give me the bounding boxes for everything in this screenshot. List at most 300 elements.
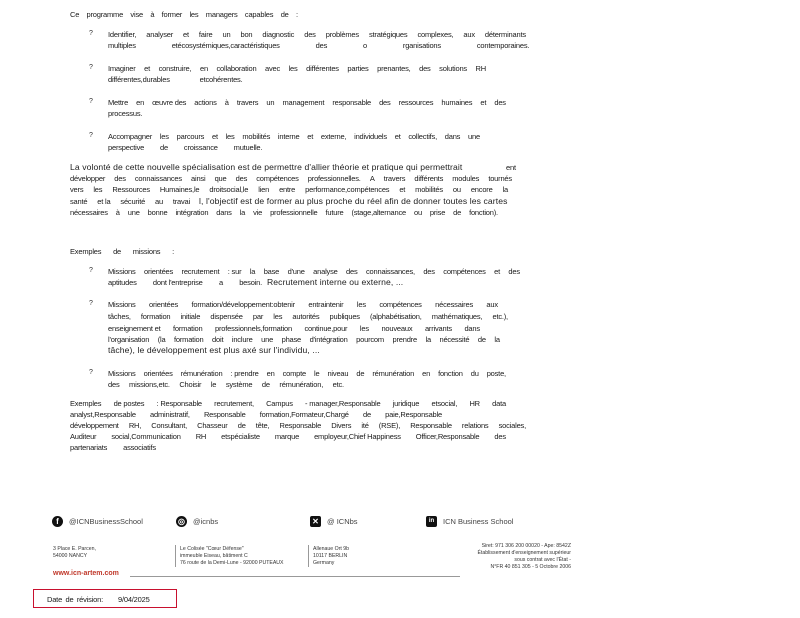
word: développer <box>70 174 106 183</box>
word: nécessité <box>439 335 470 344</box>
word: contemporaines. <box>476 41 530 50</box>
address-nancy: 3 Place E. Parcen, 54000 NANCY <box>53 546 96 559</box>
word: différentes <box>306 64 339 73</box>
word: solutions <box>439 64 467 73</box>
word: tâches, <box>108 312 131 321</box>
word: etspécialiste <box>221 432 260 441</box>
word: formation <box>140 312 171 321</box>
word: les <box>189 10 199 19</box>
instagram-icon: ◎ <box>176 516 187 527</box>
word: bonne <box>147 208 168 217</box>
word: missions <box>132 247 161 256</box>
word: compte <box>282 369 307 378</box>
word: orientées <box>144 267 174 276</box>
word: et la <box>97 197 111 206</box>
word: modules <box>452 174 480 183</box>
word: Responsable <box>410 421 452 430</box>
mission-2-line3 <box>108 324 480 333</box>
word: orientées <box>149 300 179 309</box>
word: recrutement, <box>214 399 254 408</box>
word: : prendre <box>230 369 259 378</box>
word: de <box>261 380 270 389</box>
word: des <box>304 30 316 39</box>
word: de <box>113 247 122 256</box>
word: recrutement <box>181 267 220 276</box>
word: associatifs <box>123 443 156 452</box>
mission-2-line4 <box>108 335 500 344</box>
word: et <box>480 98 487 107</box>
word: pourcom <box>356 335 384 344</box>
word: autorités <box>292 312 320 321</box>
word: dispensée <box>210 312 243 321</box>
word: future <box>325 208 344 217</box>
word: compétences <box>443 267 486 276</box>
word: connaissances <box>134 174 182 183</box>
word: des <box>494 98 506 107</box>
postes-line3 <box>70 421 526 430</box>
word: Date <box>47 595 63 604</box>
postes-line1 <box>70 399 506 408</box>
word: tête, <box>255 421 270 430</box>
word: aptitudes <box>108 278 137 287</box>
mission-2-line5: tâche), le développement est plus axé sur l'individu, ... <box>108 345 320 355</box>
word: stratégiques <box>368 30 408 39</box>
word: sécurité <box>120 197 146 206</box>
word: des <box>346 267 358 276</box>
bullet: ? <box>89 64 93 71</box>
mission-1-line2-start <box>108 278 262 287</box>
word: entraintenir <box>308 300 344 309</box>
objective-3-line1 <box>108 98 506 107</box>
word: perspective <box>108 143 145 152</box>
word: dans <box>444 132 461 141</box>
objective-3-line2 <box>108 109 142 118</box>
word: Missions <box>108 369 136 378</box>
word: un <box>222 30 231 39</box>
word: les <box>288 64 298 73</box>
facebook-link[interactable] <box>52 516 143 527</box>
bullet: ? <box>89 369 93 376</box>
word: de postes <box>113 399 145 408</box>
word: différentes,durables <box>108 75 170 84</box>
word: : sur <box>227 267 242 276</box>
word: ou <box>413 208 422 217</box>
bullet: ? <box>89 300 93 307</box>
word: du <box>470 369 479 378</box>
word: (la <box>157 335 166 344</box>
word: et <box>399 185 406 194</box>
word: inclure <box>231 335 253 344</box>
word: un <box>266 98 275 107</box>
word: : <box>295 10 298 19</box>
address-paris: Le Colisée "Cœur Défense" immeuble Eiseau, bâtiment C 76 route de la Demi-Lune - 92000 PUTEAUX <box>180 546 284 566</box>
word: aux <box>463 30 475 39</box>
word: des <box>108 380 120 389</box>
word: parties <box>347 64 369 73</box>
spec-line2 <box>70 174 512 183</box>
word: santé <box>70 197 88 206</box>
word: le <box>314 369 320 378</box>
mission-2-line1 <box>108 300 498 309</box>
word: analyse <box>313 267 338 276</box>
missions-heading <box>70 247 174 256</box>
word: poste, <box>486 369 506 378</box>
word: formation/développement:obtenir <box>191 300 295 309</box>
word: travai <box>172 197 190 206</box>
word: niveau <box>327 369 349 378</box>
word: Missions <box>108 267 136 276</box>
word: RH <box>195 432 207 441</box>
word: HR <box>469 399 480 408</box>
word: processus. <box>108 109 143 118</box>
word: une <box>127 208 140 217</box>
word: data <box>492 399 506 408</box>
spec-line3 <box>70 185 508 194</box>
word: nécessaires <box>70 208 108 217</box>
word: (alphabétisation, <box>369 312 422 321</box>
word: Campus <box>266 399 293 408</box>
word: Divers <box>331 421 352 430</box>
word: la <box>425 335 431 344</box>
instagram-link[interactable] <box>176 516 218 527</box>
word: la <box>494 335 500 344</box>
word: dans <box>216 208 232 217</box>
word: au <box>154 197 163 206</box>
bullet: ? <box>89 267 93 274</box>
word: relations <box>461 421 489 430</box>
word: et <box>211 132 218 141</box>
objective-2-line1 <box>108 64 486 73</box>
word: parcours <box>176 132 205 141</box>
word: Imaginer <box>108 64 136 73</box>
address-berlin: Allenaue Ort 9b 10117 BERLIN Germany <box>313 546 350 566</box>
word: RH <box>475 64 486 73</box>
spec-line1-suffix: ent <box>506 163 516 172</box>
word: problèmes <box>325 30 359 39</box>
word: programme <box>86 10 124 19</box>
word: A <box>369 174 375 183</box>
word: intégration <box>175 208 209 217</box>
objective-4-line2 <box>108 143 262 152</box>
word: : Responsable <box>156 399 202 408</box>
footer-divider <box>308 545 309 567</box>
word: Ce <box>70 10 80 19</box>
word: performance,compétences <box>305 185 390 194</box>
word: multiples <box>108 41 136 50</box>
word: etc. <box>332 380 344 389</box>
word: ou <box>452 185 461 194</box>
postes-line2 <box>70 410 442 419</box>
word: la <box>502 185 508 194</box>
word: des <box>508 267 520 276</box>
word: par <box>252 312 264 321</box>
word: o <box>363 41 367 50</box>
word: ressources <box>398 98 434 107</box>
intro-heading <box>70 10 298 19</box>
word: prise <box>429 208 446 217</box>
word: une <box>261 335 274 344</box>
spec-line1: La volonté de cette nouvelle spécialisation est de permettre d'allier théorie et pratique qui permettrait <box>70 162 463 172</box>
word: etsocial, <box>431 399 458 408</box>
word: (RSE), <box>378 421 401 430</box>
word: phase <box>281 335 302 344</box>
word: des <box>423 267 435 276</box>
word: de <box>280 10 289 19</box>
word: publiques <box>329 312 360 321</box>
objective-1-line2 <box>108 41 529 50</box>
objective-1-line1 <box>108 30 526 39</box>
word: responsable <box>332 98 371 107</box>
word: de <box>160 143 168 152</box>
word: à <box>115 208 120 217</box>
objective-4-line1 <box>108 132 480 141</box>
word: révision: <box>76 595 103 604</box>
x-twitter-icon: ✕ <box>310 516 321 527</box>
word: administratif, <box>150 410 190 419</box>
word: et <box>183 30 189 39</box>
footer-divider <box>175 545 176 567</box>
word: avec <box>264 64 281 73</box>
word: à <box>224 98 229 107</box>
word: base <box>263 267 280 276</box>
word: rémunération, <box>279 380 324 389</box>
word: compétences <box>379 300 422 309</box>
word: compétences <box>256 174 299 183</box>
word: professionnelle <box>270 208 318 217</box>
word: œuvre des <box>152 98 187 107</box>
objective-2-line2 <box>108 75 243 84</box>
word: RH, <box>128 421 142 430</box>
word: de <box>237 421 246 430</box>
word: formation,Formateur,Chargé <box>259 410 349 419</box>
word: des <box>419 64 431 73</box>
linkedin-handle: ICN Business School <box>443 517 514 526</box>
word: Chasseur <box>197 421 228 430</box>
word: fonction). <box>469 208 498 217</box>
word: d'intégration <box>309 335 348 344</box>
word: dont l'entreprise <box>152 278 203 287</box>
bullet: ? <box>89 132 93 139</box>
word: analyser <box>146 30 174 39</box>
word: les <box>159 132 169 141</box>
word: : <box>172 247 174 256</box>
word: vie <box>253 208 263 217</box>
word: Humaines,le <box>159 185 200 194</box>
revision-label <box>47 595 103 604</box>
word: professionnels,formation <box>215 324 292 333</box>
word: et <box>307 132 314 141</box>
word: de <box>453 208 462 217</box>
word: rémunération <box>372 369 415 378</box>
word: collaboration <box>216 64 257 73</box>
word: bon <box>240 30 253 39</box>
linkedin-link[interactable] <box>426 516 513 527</box>
word: management <box>282 98 325 107</box>
spec-line4-start <box>70 197 190 206</box>
word: analyst,Responsable <box>70 410 136 419</box>
word: partenariats <box>70 443 108 452</box>
word: diagnostic <box>262 30 295 39</box>
word: etc.), <box>492 312 508 321</box>
word: déterminants <box>484 30 526 39</box>
word: en <box>266 369 275 378</box>
word: mutuelle. <box>233 143 263 152</box>
word: la <box>239 208 246 217</box>
word: etcohérentes. <box>199 75 243 84</box>
mission-3-line2 <box>108 380 344 389</box>
word: des <box>379 98 391 107</box>
word: des <box>315 41 328 50</box>
word: mathématiques, <box>431 312 483 321</box>
word: construire, <box>158 64 192 73</box>
word: les <box>356 300 366 309</box>
word: connaissances, <box>365 267 415 276</box>
word: faire <box>198 30 213 39</box>
word: doit <box>212 335 224 344</box>
word: sociales, <box>498 421 526 430</box>
word: en <box>199 64 208 73</box>
word: initiale <box>180 312 201 321</box>
word: nécessaires <box>435 300 473 309</box>
word: une <box>468 132 480 141</box>
word: besoin. <box>239 278 262 287</box>
mission-1-line2-big: Recrutement interne ou externe, ... <box>267 277 404 287</box>
postes-line4 <box>70 432 506 441</box>
mission-1-line1 <box>108 267 520 276</box>
word: vers <box>70 185 84 194</box>
word: (stage,alternance <box>351 208 407 217</box>
bullet: ? <box>89 30 93 37</box>
word: managers <box>205 10 238 19</box>
word: à <box>150 10 155 19</box>
instagram-handle: @icnbs <box>193 517 219 526</box>
word: Responsable <box>203 410 246 419</box>
word: arrivants <box>424 324 452 333</box>
word: enseignement et <box>108 324 161 333</box>
word: interne <box>277 132 300 141</box>
word: prenantes, <box>377 64 411 73</box>
word: différents <box>414 174 444 183</box>
word: et <box>144 64 151 73</box>
word: ité <box>361 421 369 430</box>
word: et <box>494 267 500 276</box>
word: nouveaux <box>381 324 413 333</box>
word: et <box>394 132 401 141</box>
word: externe, <box>320 132 347 141</box>
word: social,Communication <box>111 432 181 441</box>
word: tournés <box>488 174 512 183</box>
word: la <box>249 267 256 276</box>
word: les <box>273 312 283 321</box>
word: des <box>235 174 248 183</box>
word: Auditeur <box>70 432 97 441</box>
word: Responsable <box>279 421 322 430</box>
word: des <box>494 432 506 441</box>
word: etécosystémiques,caractéristiques <box>171 41 280 50</box>
word: travers <box>236 98 259 107</box>
word: de <box>362 410 371 419</box>
word: de <box>356 369 365 378</box>
word: en <box>422 369 431 378</box>
word: en <box>136 98 145 107</box>
spec-line4-big: l, l'objectif est de former au plus proche du réel afin de donner toutes les cartes <box>199 196 508 206</box>
linkedin-icon: in <box>426 516 437 527</box>
word: Consultant, <box>151 421 187 430</box>
word: de <box>65 595 74 604</box>
word: l'organisation <box>108 335 150 344</box>
word: droitsocial,le <box>209 185 249 194</box>
word: Choisir <box>179 380 202 389</box>
postes-line5 <box>70 443 156 452</box>
word: employeur,Chief Happiness <box>314 432 401 441</box>
word: Officer,Responsable <box>415 432 480 441</box>
facebook-handle: @ICNBusinessSchool <box>69 517 143 526</box>
word: vise <box>130 10 143 19</box>
word: - manager,Responsable <box>305 399 381 408</box>
word: que <box>214 174 227 183</box>
word: mobilités <box>242 132 271 141</box>
word: développement <box>70 421 119 430</box>
word: paie,Responsable <box>385 410 442 419</box>
mission-3-line1 <box>108 369 506 378</box>
word: Identifier, <box>108 30 137 39</box>
x-twitter-handle: @ ICNbs <box>327 517 358 526</box>
word: dans <box>464 324 480 333</box>
word: collectifs, <box>408 132 437 141</box>
word: a <box>218 278 223 287</box>
word: Accompagner <box>108 132 153 141</box>
word: actions <box>194 98 217 107</box>
word: formation <box>174 335 204 344</box>
word: continue,pour <box>304 324 348 333</box>
word: professionnelles. <box>307 174 361 183</box>
word: fonction <box>438 369 463 378</box>
word: ainsi <box>191 174 206 183</box>
word: individuels <box>354 132 387 141</box>
word: prendre <box>392 335 417 344</box>
footer-rule <box>130 576 460 577</box>
revision-date: 9/04/2025 <box>118 595 150 604</box>
legal-info-text: Siret: 971 306 200 00020 - Ape: 8542Z Établissement d'enseignement supérieur sous contrat avec l'État - N°FR 40 851 305 - 5 Octobre 2006 <box>477 543 571 570</box>
word: le <box>210 380 217 389</box>
facebook-icon: f <box>52 516 63 527</box>
x-twitter-link[interactable] <box>310 516 358 527</box>
word: marque <box>274 432 300 441</box>
word: les <box>225 132 235 141</box>
word: juridique <box>392 399 420 408</box>
word: complexes, <box>417 30 454 39</box>
bullet: ? <box>89 98 93 105</box>
word: former <box>161 10 183 19</box>
word: rémunération <box>180 369 223 378</box>
word: formation <box>173 324 203 333</box>
word: système <box>225 380 253 389</box>
word: Exemples <box>70 247 102 256</box>
word: mobilités <box>415 185 443 194</box>
word: les <box>359 324 369 333</box>
word: orientées <box>143 369 173 378</box>
word: de <box>477 335 486 344</box>
word: entre <box>279 185 296 194</box>
word: encore <box>470 185 493 194</box>
website-link[interactable]: www.icn-artem.com <box>53 570 119 577</box>
word: capables <box>244 10 274 19</box>
word: Ressources <box>112 185 150 194</box>
word: aux <box>486 300 498 309</box>
word: lien <box>258 185 270 194</box>
word: les <box>93 185 103 194</box>
word: Mettre <box>108 98 129 107</box>
